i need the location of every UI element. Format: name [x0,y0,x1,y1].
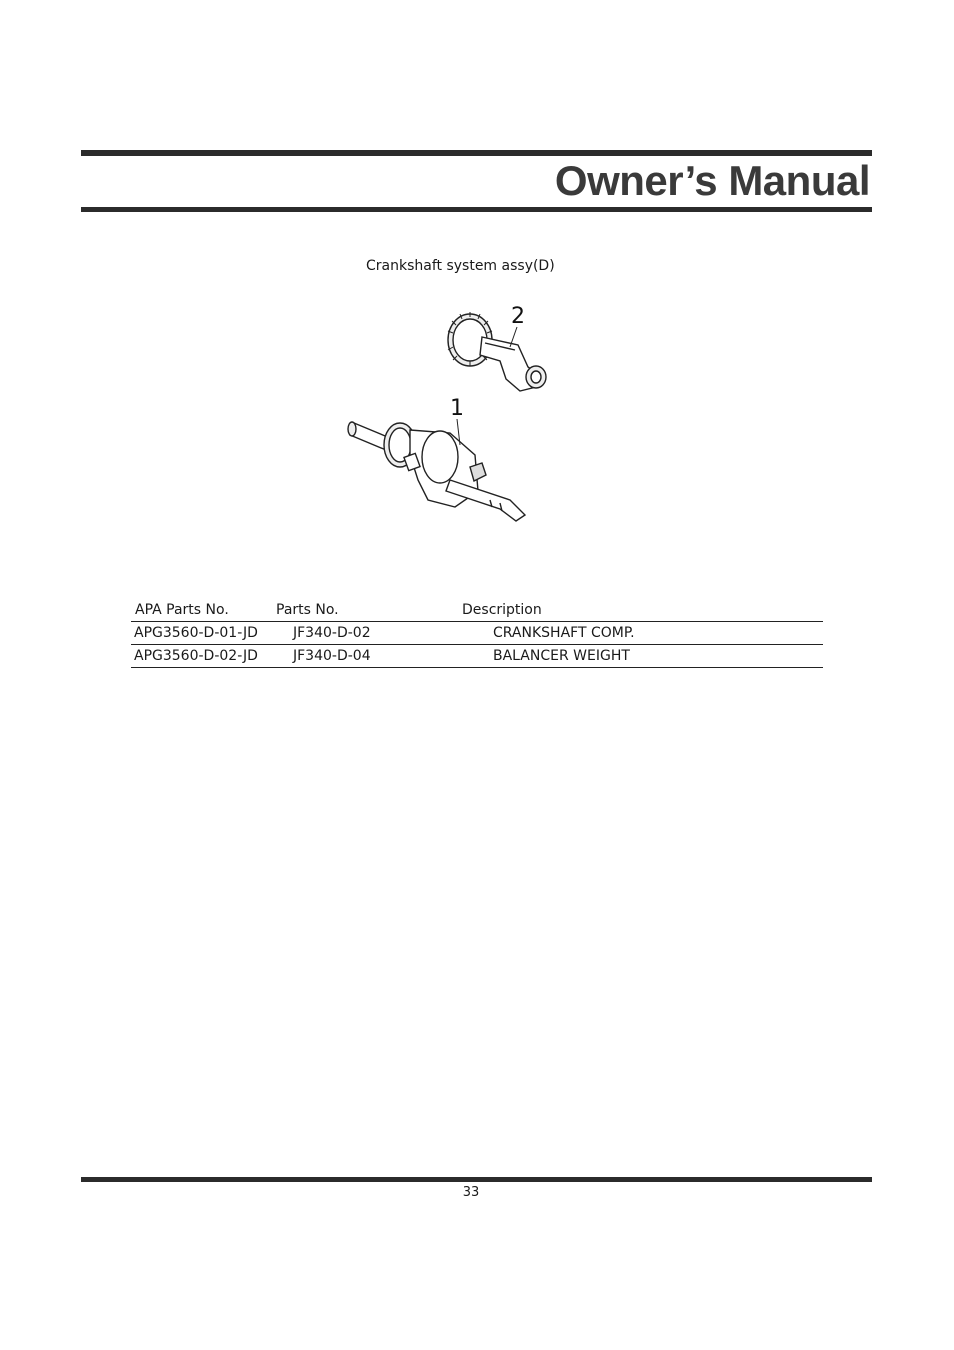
table-header-row [131,599,823,622]
crankshaft-diagram [340,295,570,525]
description-cell: CRANKSHAFT COMP. [493,625,635,641]
description-cell: BALANCER WEIGHT [493,648,630,664]
parts-no-cell: JF340-D-02 [293,625,371,641]
parts-no-cell: JF340-D-04 [293,648,371,664]
column-header-apa-parts-no: APA Parts No. [135,602,229,618]
page-number: 33 [462,1185,480,1200]
column-header-description: Description [462,602,542,618]
column-header-parts-no: Parts No. [276,602,339,618]
figure-caption: Crankshaft system assy(D) [366,258,555,274]
parts-table [131,599,823,668]
crankshaft-illustration [348,422,525,521]
apa-parts-no-cell: APG3560-D-01-JD [134,625,258,641]
table-row [131,622,823,645]
apa-parts-no-cell: APG3560-D-02-JD [134,648,258,664]
balancer-weight-illustration [448,312,546,391]
footer-rule [81,1177,872,1182]
header-bottom-rule [81,207,872,212]
table-row [131,645,823,668]
callout-2: 2 [511,304,525,329]
callout-1: 1 [450,396,464,421]
page-title: Owner’s Manual [554,157,870,204]
